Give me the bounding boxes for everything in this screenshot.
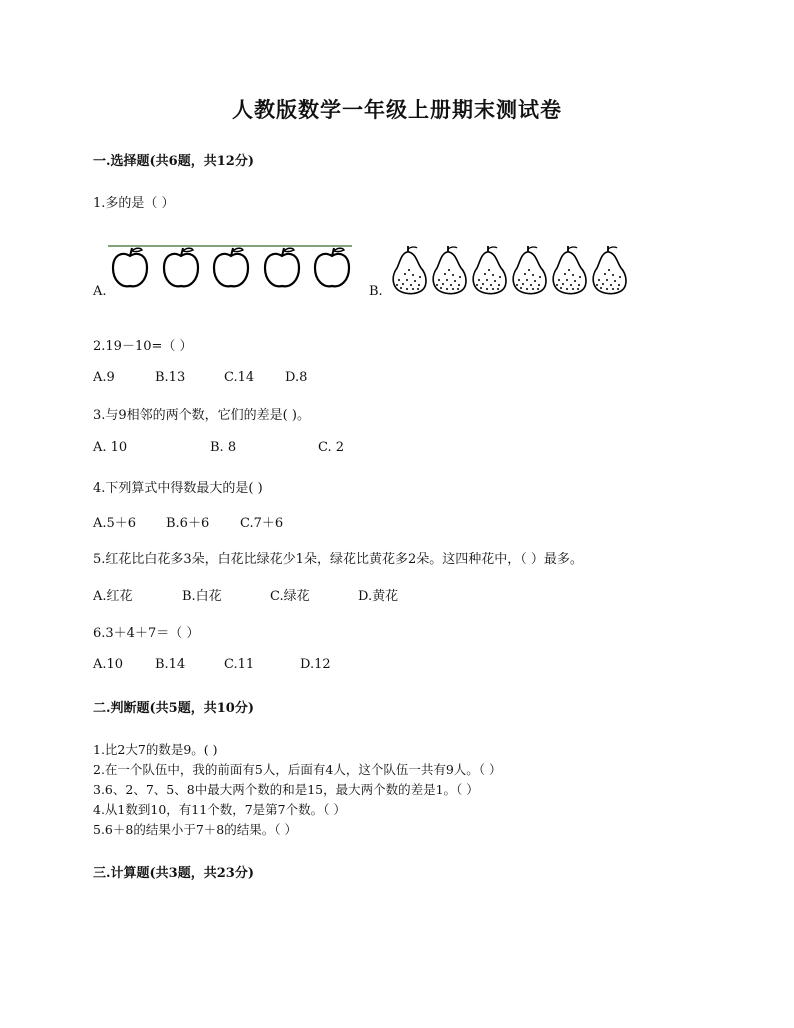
option-1a-label: A.	[93, 284, 107, 299]
option-6d: D.12	[300, 657, 331, 672]
option-4c: C.7＋6	[240, 516, 284, 531]
option-1b-label: B.	[369, 284, 383, 299]
question-1: 1.多的是（ ）	[93, 196, 175, 211]
option-6c: C.11	[224, 657, 255, 672]
question-3: 3.与9相邻的两个数，它们的差是( )。	[93, 408, 310, 423]
question-6: 6.3＋4＋7＝（ ）	[93, 626, 200, 641]
option-5b: B.白花	[182, 589, 222, 604]
question-4: 4.下列算式中得数最大的是( )	[93, 481, 263, 496]
option-5c: C.绿花	[270, 589, 310, 604]
judgment-item-3: 3.6、2、7、5、8中最大两个数的和是15，最大两个数的差是1。（ ）	[93, 782, 479, 797]
option-6b: B.14	[155, 657, 186, 672]
section-heading-judgment: 二.判断题(共5题，共10分)	[93, 701, 254, 716]
option-2b: B.13	[155, 370, 186, 385]
judgment-item-2: 2.在一个队伍中，我的前面有5人，后面有4人，这个队伍一共有9人。（ ）	[93, 762, 502, 777]
apples-image	[108, 242, 354, 298]
option-5d: D.黄花	[358, 589, 399, 604]
section-heading-choice: 一.选择题(共6题，共12分)	[93, 154, 254, 169]
judgment-item-4: 4.从1数到10，有11个数，7是第7个数。（ ）	[93, 802, 346, 817]
option-3a: A. 10	[93, 440, 128, 455]
section-heading-calculation: 三.计算题(共3题，共23分)	[93, 866, 254, 881]
question-2: 2.19－10=（ ）	[93, 339, 193, 354]
option-2a: A.9	[93, 370, 115, 385]
option-5a: A.红花	[93, 589, 133, 604]
judgment-item-1: 1.比2大7的数是9。( )	[93, 742, 218, 757]
option-6a: A.10	[93, 657, 124, 672]
pears-image	[387, 244, 629, 302]
judgment-item-5: 5.6＋8的结果小于7＋8的结果。（ ）	[93, 822, 297, 837]
option-4a: A.5＋6	[93, 516, 137, 531]
option-3b: B. 8	[210, 440, 237, 455]
option-3c: C. 2	[318, 440, 345, 455]
option-2d: D.8	[285, 370, 308, 385]
option-4b: B.6＋6	[166, 516, 210, 531]
option-2c: C.14	[224, 370, 255, 385]
question-5: 5.红花比白花多3朵，白花比绿花少1朵，绿花比黄花多2朵。这四种花中，（ ）最多。	[93, 552, 583, 567]
page-title: 人教版数学一年级上册期末测试卷	[232, 97, 562, 122]
